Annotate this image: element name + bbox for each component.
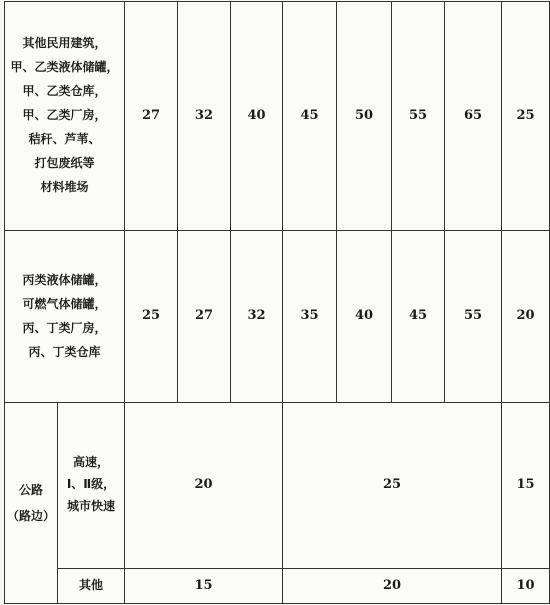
- value-text: 40: [247, 107, 266, 123]
- value-text: 65: [463, 107, 483, 123]
- value-cell: [125, 231, 178, 403]
- value-cell: [125, 569, 283, 604]
- category-label: 其他民用建筑， 甲、乙类液体储罐， 甲、乙类仓库， 甲、乙类厂房， 秸秆、芦苇、 打包废纸等 材料堆场: [10, 36, 119, 195]
- value-cell: [283, 403, 502, 569]
- value-cell: [445, 231, 502, 403]
- value-cell: [125, 403, 283, 569]
- road-category-cell: [5, 403, 58, 604]
- value-text: 15: [194, 577, 213, 593]
- value-text: 35: [300, 308, 319, 324]
- value-text: 10: [516, 577, 535, 593]
- value-text: 27: [141, 107, 161, 123]
- value-cell: [337, 2, 392, 231]
- value-cell: [392, 2, 445, 231]
- value-text: 25: [382, 477, 402, 493]
- road-sub-category-label: 高速， Ⅰ、Ⅱ级， 城市快速: [66, 455, 116, 514]
- table-row-road-highway: [5, 403, 550, 569]
- value-cell: [502, 2, 550, 231]
- value-text: 20: [382, 577, 402, 593]
- value-text: 27: [194, 308, 214, 324]
- value-text: 55: [408, 107, 428, 123]
- table-row-road-other: [5, 569, 550, 604]
- value-text: 15: [516, 477, 535, 493]
- value-cell: [337, 231, 392, 403]
- road-sub-category-label: 其他: [79, 577, 104, 592]
- value-cell: [231, 2, 283, 231]
- table-row-class-b: [5, 231, 550, 403]
- road-category-label: 公路 （路边）: [6, 482, 55, 523]
- road-sub-category-cell: [58, 569, 125, 604]
- value-text: 20: [516, 308, 535, 324]
- value-cell: [502, 231, 550, 403]
- value-text: 50: [354, 107, 374, 123]
- value-text: 25: [516, 107, 535, 123]
- value-cell: [502, 403, 550, 569]
- value-text: 45: [300, 107, 319, 123]
- category-cell: [5, 2, 125, 231]
- value-text: 45: [408, 308, 428, 324]
- value-text: 25: [141, 308, 161, 324]
- value-cell: [283, 2, 337, 231]
- spacing-table: [4, 1, 550, 604]
- road-sub-category-cell: [58, 403, 125, 569]
- category-cell: [5, 231, 125, 403]
- category-label: 丙类液体储罐， 可燃气体储罐， 丙、丁类厂房， 丙、丁类仓库: [22, 272, 107, 359]
- value-cell: [283, 569, 502, 604]
- value-cell: [445, 2, 502, 231]
- value-text: 40: [354, 308, 374, 324]
- value-text: 32: [247, 308, 266, 324]
- value-cell: [231, 231, 283, 403]
- value-text: 20: [194, 477, 213, 493]
- value-cell: [178, 231, 231, 403]
- value-cell: [502, 569, 550, 604]
- value-text: 32: [194, 107, 214, 123]
- value-cell: [392, 231, 445, 403]
- value-cell: [178, 2, 231, 231]
- value-cell: [283, 231, 337, 403]
- value-cell: [125, 2, 178, 231]
- table-row-class-a: [5, 2, 550, 231]
- value-text: 55: [463, 308, 483, 324]
